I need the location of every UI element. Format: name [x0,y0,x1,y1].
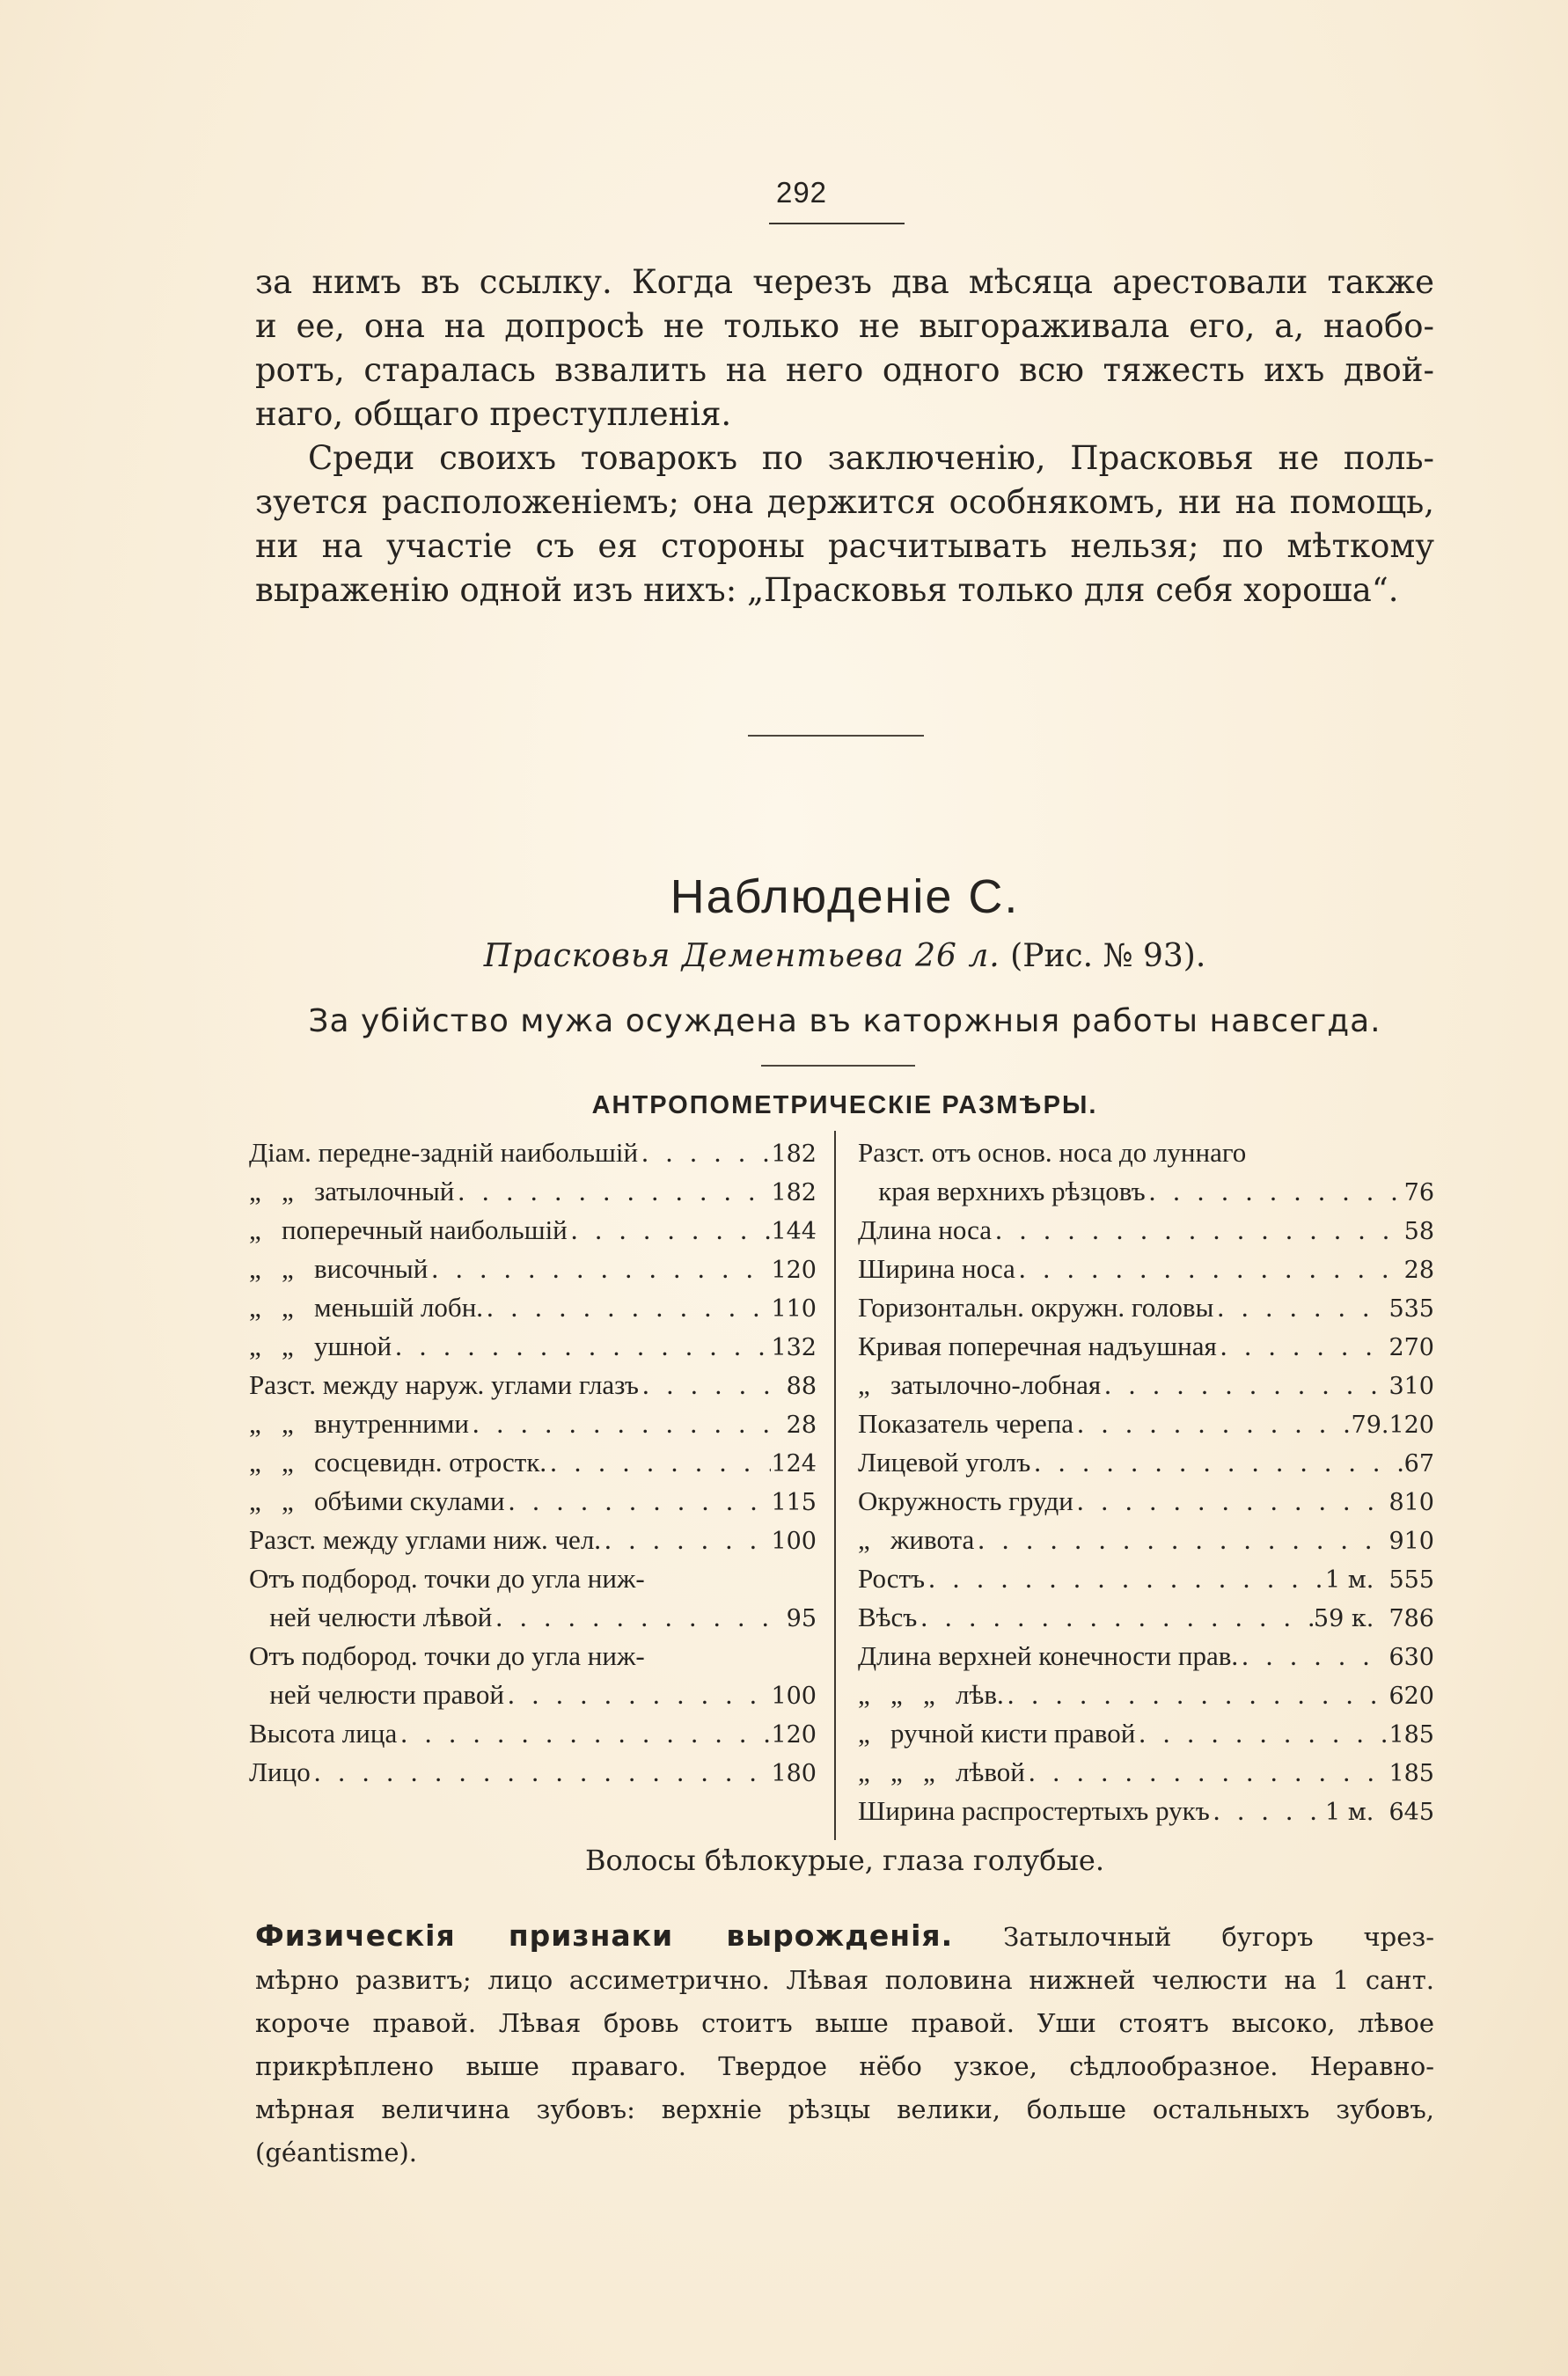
measurement-row [249,1366,817,1404]
measurement-row [858,1714,1434,1753]
measurement-value: 100 [771,1528,817,1555]
sentence-line: За убійство мужа осуждена въ каторжныя работы навсегда. [308,1003,1381,1039]
measurement-row [858,1250,1434,1288]
leader-dots [397,1714,771,1753]
measurement-label: Разст. между углами ниж. чел. [249,1524,602,1555]
measurement-label: Длина носа [858,1214,993,1245]
measurement-label: Разст. отъ основ. носа до луннаго [858,1137,1247,1168]
measurement-value: 910 [1388,1528,1434,1555]
leader-dots [1025,1753,1389,1792]
measurement-label: Разст. между наруж. углами глазъ [249,1369,639,1400]
measurement-row [858,1404,1434,1443]
measurement-label: Горизонтальн. окружн. головы [858,1292,1214,1323]
measurement-row [858,1598,1434,1637]
leader-dots [1101,1366,1388,1404]
measurement-value: 310 [1388,1373,1434,1400]
measurement-value: 185 [1388,1760,1434,1787]
text-line: за нимъ въ ссылку. Когда черезъ два мѣсяца арестовали также [255,263,1434,301]
measurement-row [249,1676,817,1714]
measurement-label: Отъ подбород. точки до угла ниж- [249,1640,645,1671]
leader-dots [1238,1637,1388,1676]
text-line: Среди своихъ товарокъ по заключенію, Прасковья не поль- [308,439,1434,477]
measurement-label: Длина верхней конечности прав. [858,1640,1239,1671]
text-line: ротъ, старалась взвалить на него одного всю тяжесть ихъ двой- [255,351,1434,389]
physical-signs-heading: Физическія признаки вырожденія. [255,1918,954,1953]
measurement-row [858,1172,1434,1211]
measurement-value: 79.120 [1351,1412,1434,1439]
measurement-row [249,1172,817,1211]
measurement-value: 180 [771,1760,817,1787]
measurement-row [249,1521,817,1559]
leader-dots [1210,1792,1325,1830]
measurement-value: 28 [786,1412,817,1439]
table-divider [761,1065,915,1067]
text-line: прикрѣплено выше праваго. Твердое нёбо узкое, сѣдлообразное. Неравно- [255,2051,1434,2081]
measurement-label: „ „ обѣими скулами [249,1485,505,1516]
section-divider [748,735,924,737]
text-line: ни на участіе съ ея стороны расчитывать нельзя; по мѣткому [255,527,1434,565]
measurement-row [249,1559,817,1598]
measurement-label: „ „ „ лѣв. [858,1679,1004,1710]
measurement-row [858,1521,1434,1559]
leader-dots [392,1327,771,1366]
measurement-value: 120 [771,1721,817,1749]
measurement-label: „ живота [858,1524,975,1555]
measurement-value: 100 [771,1683,817,1710]
measurement-label: Ширина распростертыхъ рукъ [858,1795,1210,1826]
measurement-label: „ „ внутренними [249,1408,469,1439]
measurement-value: 185 [1388,1721,1434,1749]
measurement-row [249,1250,817,1288]
measurement-label: „ „ меньшій лобн. [249,1292,484,1323]
leader-dots [568,1211,772,1250]
measurement-label: Высота лица [249,1718,398,1749]
measurement-row [858,1482,1434,1521]
measurement-label: Вѣсъ [858,1602,918,1632]
measurement-row [858,1366,1434,1404]
measurement-row [249,1637,817,1676]
leader-dots [483,1288,771,1327]
text-line: наго, общаго преступленія. [255,395,732,433]
leader-dots [469,1404,787,1443]
measurements-left-column [249,1133,817,1792]
measurement-row [249,1443,817,1482]
measurement-label: ней челюсти правой [249,1679,504,1710]
leader-dots [601,1521,771,1559]
leader-dots [1015,1250,1404,1288]
leader-dots [428,1250,771,1288]
measurement-label: Ширина носа [858,1253,1015,1284]
measurement-label: Діам. передне-задній наибольшій [249,1137,639,1168]
text-line: выраженію одной изъ нихъ: „Прасковья только для себя хороша“. [255,571,1399,609]
leader-dots [638,1133,771,1172]
measurement-row [249,1327,817,1366]
measurement-label: „ затылочно-лобная [858,1369,1102,1400]
second-paragraph [255,436,1434,612]
measurement-value: 182 [771,1179,817,1206]
page-number: 292 [775,176,828,209]
leader-dots [974,1521,1388,1559]
measurement-row [249,1404,817,1443]
text-line: (géantisme). [255,2138,418,2167]
measurement-label: „ „ „ лѣвой [858,1756,1025,1787]
leader-dots [1073,1404,1351,1443]
text-line: мѣрно развитъ; лицо ассиметрично. Лѣвая половина нижней челюсти на 1 сант. [255,1965,1434,1995]
leader-dots [1146,1172,1404,1211]
measurement-label: „ „ сосцевидн. отростк. [249,1447,547,1478]
measurement-value: 58 [1403,1218,1434,1245]
measurement-label: Отъ подбород. точки до угла ниж- [249,1563,645,1594]
measurement-value: 67 [1403,1450,1434,1478]
measurement-label: Ростъ [858,1563,926,1594]
measurement-label: „ ручной кисти правой [858,1718,1136,1749]
leader-dots [1135,1714,1388,1753]
measurement-value: 182 [771,1140,817,1168]
measurement-label: Лицо [249,1756,311,1787]
intro-paragraph [255,260,1434,436]
measurement-value: 115 [771,1489,817,1516]
measurement-row [858,1676,1434,1714]
page-number-rule [769,223,905,224]
leader-dots [992,1211,1404,1250]
measurement-row [858,1792,1434,1830]
measurement-label: Окружность груди [858,1485,1073,1516]
leader-dots [504,1676,772,1714]
measurement-row [858,1288,1434,1327]
leader-dots [1073,1482,1389,1521]
subject-name: Прасковья Дементьева 26 л. [483,938,1000,974]
leader-dots [925,1559,1325,1598]
measurement-value: 110 [771,1295,817,1323]
column-separator [834,1131,836,1840]
hair-eyes-note: Волосы бѣлокурые, глаза голубые. [584,1844,1105,1877]
measurement-value: 88 [786,1373,817,1400]
measurement-value: 124 [771,1450,817,1478]
leader-dots [454,1172,771,1211]
measurement-value: 144 [771,1218,817,1245]
measurement-value: 132 [771,1334,817,1361]
measurement-label: „ „ затылочный [249,1176,455,1206]
leader-dots [492,1598,786,1637]
figure-reference: (Рис. № 93). [1010,938,1206,974]
measurement-value: 535 [1388,1295,1434,1323]
measurement-row [858,1443,1434,1482]
measurement-value: 630 [1388,1644,1434,1671]
physical-signs-paragraph [255,1914,1434,2174]
measurement-label: Лицевой уголъ [858,1447,1031,1478]
measurement-value: 95 [786,1605,817,1632]
measurement-row [249,1482,817,1521]
measurement-value: 270 [1388,1334,1434,1361]
measurement-label: „ поперечный наибольшій [249,1214,568,1245]
measurement-row [858,1327,1434,1366]
measurement-row [249,1211,817,1250]
table-title: АНТРОПОМЕТРИЧЕСКІЕ РАЗМѢРЫ. [591,1091,1098,1119]
measurement-label: Кривая поперечная надъушная [858,1331,1217,1361]
measurement-row [858,1753,1434,1792]
measurement-row [249,1288,817,1327]
leader-dots [1213,1288,1388,1327]
leader-dots [639,1366,787,1404]
measurement-value: 59 к. 786 [1313,1605,1434,1632]
leader-dots [1004,1676,1389,1714]
measurement-value: 1 м. 555 [1324,1566,1434,1594]
measurement-row [249,1598,817,1637]
text-line: и ее, она на допросѣ не только не выгораживала его, а, наобо- [255,307,1434,345]
measurements-right-column [858,1133,1434,1830]
measurement-label: „ „ ушной [249,1331,392,1361]
measurement-value: 1 м. 645 [1324,1799,1434,1826]
text-line: мѣрная величина зубовъ: верхніе рѣзцы велики, больше остальныхъ зубовъ, [255,2094,1434,2124]
text-fragment: Затылочный бугоръ чрез- [1003,1922,1435,1952]
text-line [255,1914,1434,1959]
measurement-row [858,1637,1434,1676]
measurement-label: края верхнихъ рѣзцовъ [858,1176,1146,1206]
subject-line [255,938,1434,974]
leader-dots [917,1598,1314,1637]
leader-dots [505,1482,772,1521]
measurement-value: 620 [1388,1683,1434,1710]
measurement-row [249,1133,817,1172]
leader-dots [546,1443,771,1482]
measurement-row [858,1559,1434,1598]
measurement-label: Показатель черепа [858,1408,1074,1439]
measurement-value: 28 [1403,1257,1434,1284]
measurement-row [858,1211,1434,1250]
leader-dots [311,1753,772,1792]
text-line: зуется расположеніемъ; она держится особнякомъ, ни на помощь, [255,483,1434,521]
measurement-value: 76 [1403,1179,1434,1206]
measurement-row [249,1714,817,1753]
measurement-value: 810 [1388,1489,1434,1516]
measurement-value: 120 [771,1257,817,1284]
measurement-row [858,1133,1434,1172]
measurement-label: ней челюсти лѣвой [249,1602,493,1632]
text-line: короче правой. Лѣвая бровь стоитъ выше правой. Уши стоятъ высоко, лѣвое [255,2008,1434,2038]
measurement-label: „ „ височный [249,1253,429,1284]
leader-dots [1030,1443,1403,1482]
observation-heading: Наблюденіе С. [670,870,1020,923]
measurement-row [249,1753,817,1792]
leader-dots [1217,1327,1389,1366]
